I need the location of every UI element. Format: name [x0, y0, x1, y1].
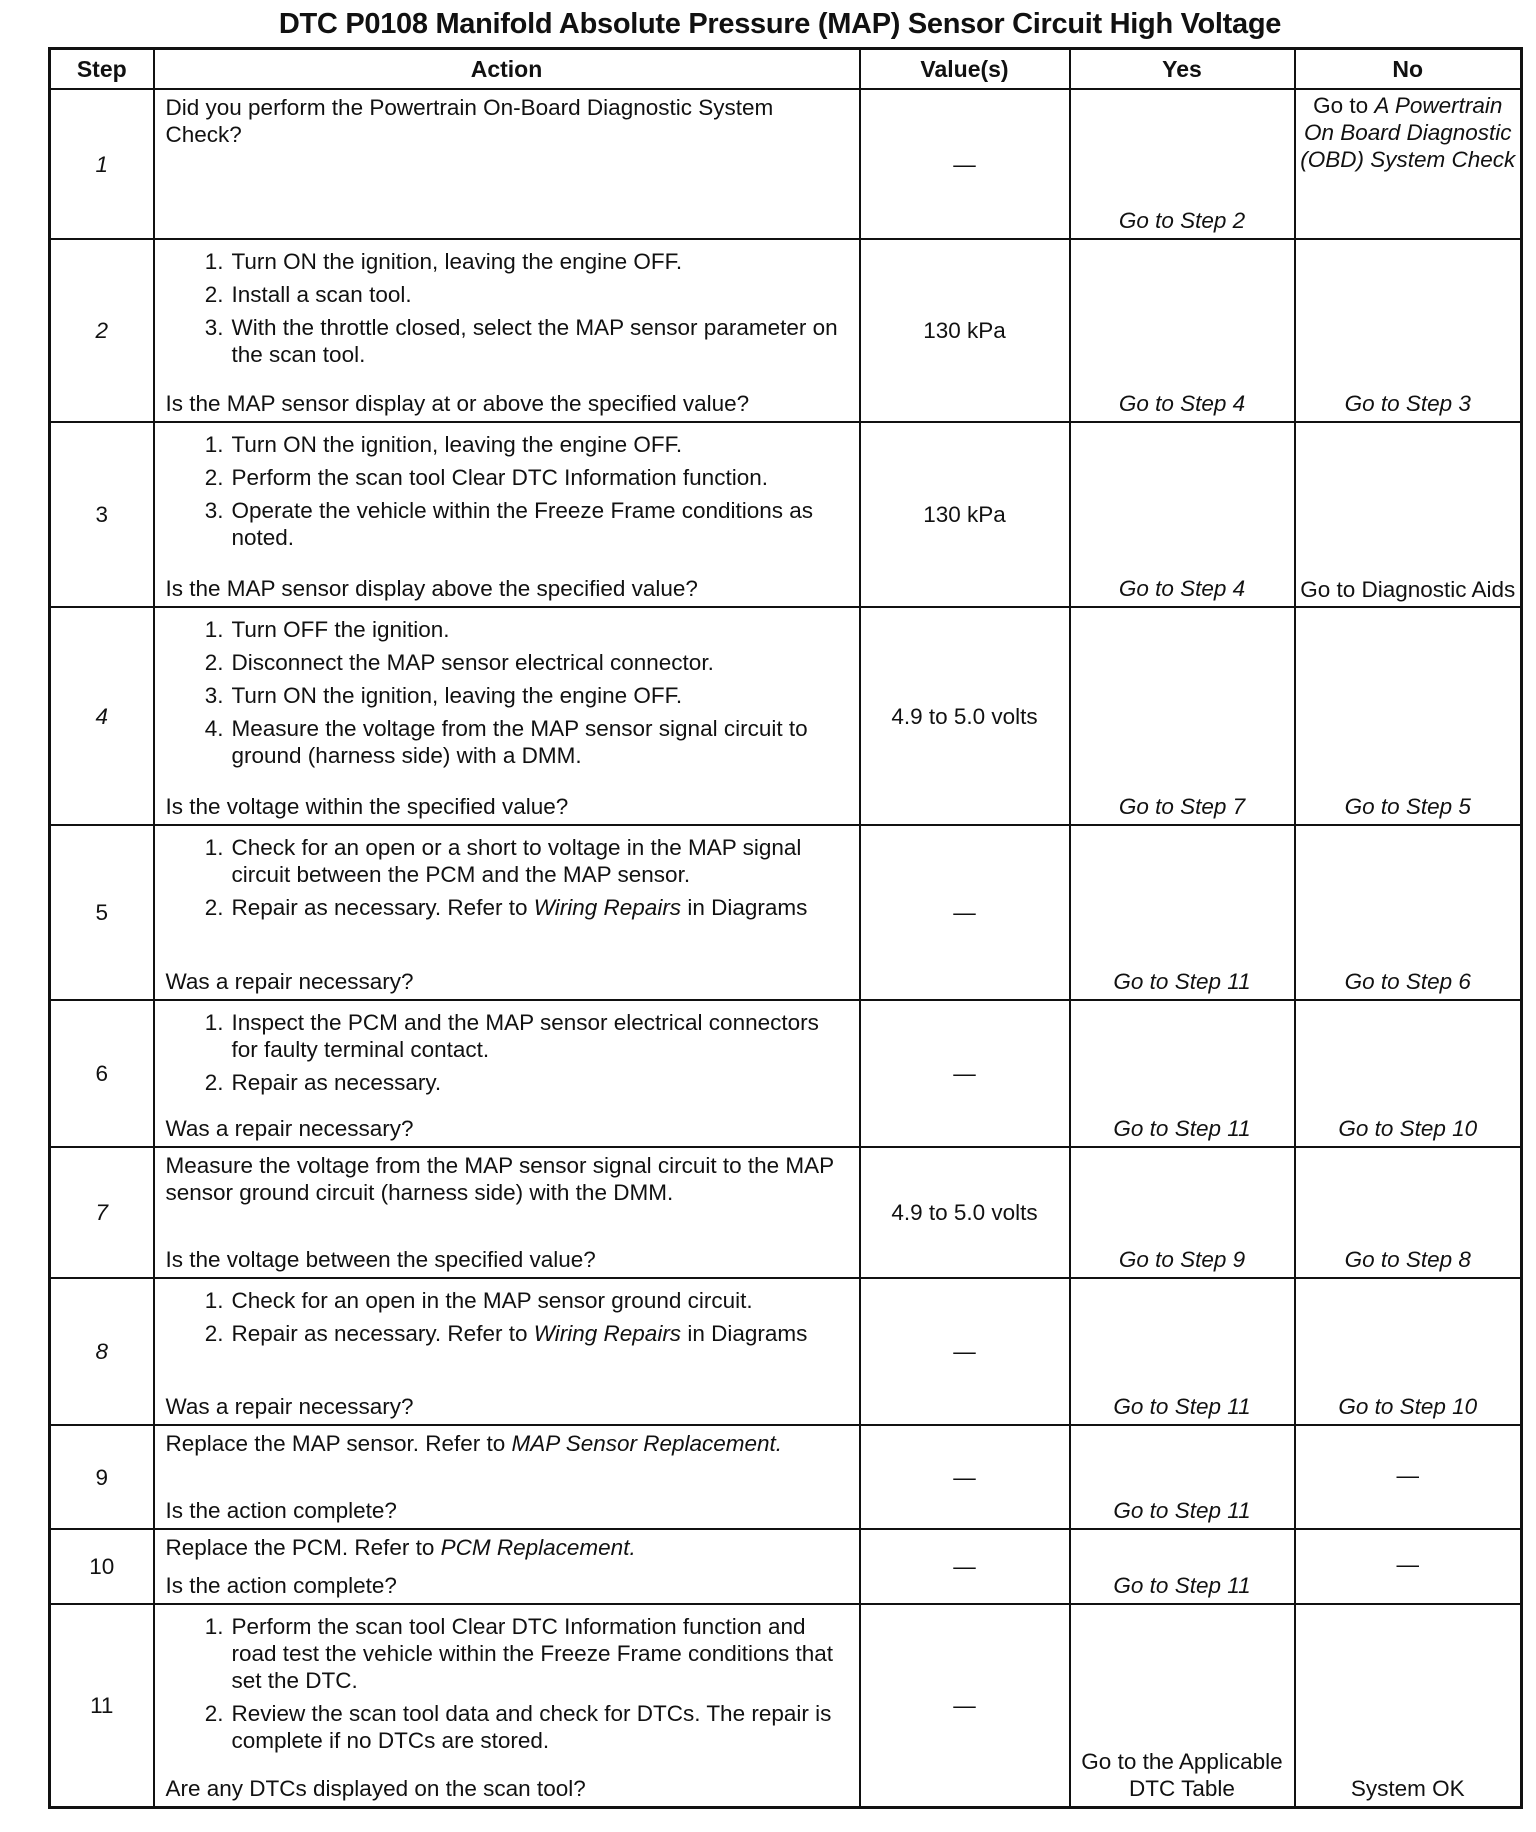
text-segment: — — [1396, 1462, 1419, 1488]
text-segment: Go to Step 10 — [1338, 1394, 1478, 1419]
text-segment: Wiring Repairs — [533, 1321, 682, 1346]
text-segment: Go to Step 2 — [1118, 208, 1246, 233]
step-number: 10 — [50, 1529, 154, 1604]
text-segment: Wiring Repairs — [533, 895, 682, 920]
action-list-item — [166, 1613, 849, 1694]
text-segment: Replace the PCM. Refer to — [165, 1535, 441, 1560]
text-segment: Operate the vehicle within the Freeze Frame conditions as noted. — [231, 498, 814, 550]
text-segment: Go to Step 4 — [1118, 576, 1246, 601]
action-question: Are any DTCs displayed on the scan tool? — [165, 1776, 586, 1801]
list-number: 3. — [204, 315, 224, 340]
yes-cell — [1070, 1529, 1295, 1604]
text-segment: in Diagrams — [681, 1321, 808, 1346]
table-row — [50, 1278, 1522, 1425]
no-cell — [1295, 1529, 1522, 1604]
table-row — [50, 607, 1522, 825]
value-cell: — — [860, 1604, 1070, 1808]
step-number: 9 — [50, 1425, 154, 1529]
action-cell — [154, 1604, 860, 1808]
list-text — [232, 431, 683, 458]
value-cell: 130 kPa — [860, 239, 1070, 422]
text-segment: Go to Step 11 — [1113, 1394, 1251, 1419]
list-text — [232, 1009, 849, 1063]
no-cell — [1295, 89, 1522, 239]
list-number: 2. — [204, 1321, 224, 1346]
step-number: 1 — [50, 89, 154, 239]
step-number: 8 — [50, 1278, 154, 1425]
text-segment: MAP Sensor Replacement. — [511, 1431, 783, 1456]
yes-cell — [1070, 89, 1295, 239]
list-number: 1. — [204, 835, 224, 860]
action-question: Is the action complete? — [165, 1498, 397, 1523]
value-cell: 4.9 to 5.0 volts — [860, 607, 1070, 825]
table-row — [50, 89, 1522, 239]
action-list-item — [166, 649, 849, 676]
list-text — [232, 1320, 808, 1347]
action-content — [166, 244, 849, 421]
table-row — [50, 422, 1522, 607]
yes-cell — [1070, 607, 1295, 825]
action-content — [166, 1534, 849, 1603]
no-cell — [1295, 825, 1522, 1000]
header-yes: Yes — [1070, 49, 1295, 90]
text-segment: in Diagrams — [681, 895, 808, 920]
step-number: 11 — [50, 1604, 154, 1808]
yes-cell — [1070, 1604, 1295, 1808]
action-question: Is the voltage between the specified value? — [165, 1247, 596, 1272]
table-row — [50, 1604, 1522, 1808]
action-list-item — [166, 1320, 849, 1347]
yes-cell — [1070, 239, 1295, 422]
text-segment: Go to Step 6 — [1344, 969, 1471, 994]
list-text — [232, 248, 683, 275]
diagnostic-table — [48, 47, 1523, 1809]
action-cell — [154, 1000, 860, 1147]
text-segment: Turn OFF the ignition. — [231, 617, 450, 642]
action-list-item — [166, 1009, 849, 1063]
action-cell — [154, 1529, 860, 1604]
page-title: DTC P0108 Manifold Absolute Pressure (MAP) Sensor Circuit High Voltage — [278, 8, 1282, 40]
action-content — [166, 1283, 849, 1424]
action-question: Is the MAP sensor display at or above the specified value? — [165, 391, 750, 416]
action-list-item — [166, 497, 849, 551]
text-segment: Inspect the PCM and the MAP sensor electrical connectors for faulty terminal contact. — [231, 1010, 819, 1062]
action-list-item — [166, 1287, 849, 1314]
action-question: Was a repair necessary? — [165, 969, 414, 994]
action-list-item — [166, 894, 849, 921]
action-list-item — [166, 715, 849, 769]
list-text — [232, 1069, 442, 1096]
list-text — [232, 464, 768, 491]
action-content — [166, 94, 849, 238]
list-text — [232, 1700, 849, 1754]
header-step: Step — [50, 49, 154, 90]
text-segment: Disconnect the MAP sensor electrical connector. — [231, 650, 714, 675]
table-row — [50, 239, 1522, 422]
action-content — [166, 612, 849, 824]
text-segment: Perform the scan tool Clear DTC Information function and road test the vehicle within the Freeze Frame conditions that set the DTC. — [231, 1614, 834, 1693]
list-number: 2. — [204, 895, 224, 920]
table-row — [50, 1000, 1522, 1147]
list-text — [232, 616, 450, 643]
text-segment: Go to Step 11 — [1113, 1573, 1251, 1598]
list-number: 2. — [204, 1701, 224, 1726]
yes-cell — [1070, 1000, 1295, 1147]
text-segment: Go to Step 11 — [1113, 969, 1251, 994]
text-segment: Perform the scan tool Clear DTC Information function. — [231, 465, 768, 490]
yes-cell — [1070, 825, 1295, 1000]
list-number: 2. — [204, 650, 224, 675]
action-list-item — [166, 682, 849, 709]
step-number: 7 — [50, 1147, 154, 1278]
step-number: 6 — [50, 1000, 154, 1147]
no-cell — [1295, 1278, 1522, 1425]
value-cell: — — [860, 1425, 1070, 1529]
no-cell — [1295, 239, 1522, 422]
action-text — [166, 1430, 849, 1457]
list-text — [232, 281, 412, 308]
no-cell — [1295, 607, 1522, 825]
list-number: 1. — [204, 249, 224, 274]
text-segment: System OK — [1350, 1776, 1465, 1801]
text-segment: PCM Replacement. — [440, 1535, 636, 1560]
list-text — [232, 1613, 849, 1694]
list-number: 3. — [204, 683, 224, 708]
action-cell — [154, 422, 860, 607]
step-number: 5 — [50, 825, 154, 1000]
action-list-item — [166, 834, 849, 888]
yes-cell — [1070, 422, 1295, 607]
action-text — [166, 94, 849, 148]
action-list-item — [166, 314, 849, 368]
text-segment: Turn ON the ignition, leaving the engine OFF. — [231, 432, 683, 457]
table-row — [50, 1147, 1522, 1278]
header-action: Action — [154, 49, 860, 90]
text-segment: Turn ON the ignition, leaving the engine OFF. — [231, 683, 683, 708]
value-cell: — — [860, 1000, 1070, 1147]
action-cell — [154, 1147, 860, 1278]
list-text — [232, 715, 849, 769]
header-row — [50, 49, 1522, 90]
text-segment: Go to Step 11 — [1113, 1498, 1251, 1523]
text-segment: Turn ON the ignition, leaving the engine OFF. — [231, 249, 683, 274]
list-text — [232, 834, 849, 888]
action-question: Was a repair necessary? — [165, 1116, 414, 1141]
text-segment: Review the scan tool data and check for DTCs. The repair is complete if no DTCs are stored. — [231, 1701, 832, 1753]
action-list-item — [166, 1700, 849, 1754]
text-segment: Go to Step 8 — [1344, 1247, 1471, 1272]
step-number: 3 — [50, 422, 154, 607]
no-cell — [1295, 1425, 1522, 1529]
list-number: 3. — [204, 498, 224, 523]
action-content — [166, 427, 849, 606]
action-question: Is the MAP sensor display above the specified value? — [165, 576, 698, 601]
action-list-item — [166, 248, 849, 275]
table-row — [50, 825, 1522, 1000]
no-cell — [1295, 1604, 1522, 1808]
list-text — [232, 1287, 753, 1314]
text-segment: Go to Step 9 — [1118, 1247, 1246, 1272]
list-number: 4. — [204, 716, 224, 741]
step-number: 4 — [50, 607, 154, 825]
text-segment: Go to Step 7 — [1118, 794, 1246, 819]
list-number: 1. — [204, 432, 224, 457]
text-segment: Install a scan tool. — [231, 282, 412, 307]
list-text — [232, 682, 683, 709]
action-list-item — [166, 281, 849, 308]
text-segment: Go to Step 5 — [1344, 794, 1471, 819]
list-text — [232, 314, 849, 368]
value-cell: 4.9 to 5.0 volts — [860, 1147, 1070, 1278]
text-segment: Repair as necessary. Refer to — [231, 1321, 534, 1346]
text-segment: Go to the Applicable DTC Table — [1081, 1749, 1283, 1801]
action-cell — [154, 1425, 860, 1529]
action-content — [166, 1005, 849, 1146]
text-segment: — — [1396, 1552, 1419, 1577]
text-segment: Check for an open or a short to voltage in the MAP signal circuit between the PCM and the MAP sensor. — [231, 835, 802, 887]
action-list-item — [166, 431, 849, 458]
step-number: 2 — [50, 239, 154, 422]
text-segment: Replace the MAP sensor. Refer to — [165, 1431, 512, 1456]
list-text — [232, 497, 849, 551]
text-segment: A Powertrain On Board Diagnostic (OBD) System Check — [1300, 93, 1516, 172]
list-text — [232, 649, 714, 676]
value-cell: — — [860, 89, 1070, 239]
action-content — [166, 830, 849, 999]
text-segment: Repair as necessary. — [231, 1070, 442, 1095]
list-number: 1. — [204, 1614, 224, 1639]
yes-cell — [1070, 1147, 1295, 1278]
value-cell: — — [860, 825, 1070, 1000]
text-segment: Check for an open in the MAP sensor ground circuit. — [231, 1288, 753, 1313]
action-cell — [154, 239, 860, 422]
value-cell: — — [860, 1529, 1070, 1604]
no-cell — [1295, 422, 1522, 607]
action-content — [166, 1430, 849, 1528]
list-number: 2. — [204, 282, 224, 307]
text-segment: Go to — [1313, 93, 1375, 118]
yes-cell — [1070, 1278, 1295, 1425]
list-text — [232, 894, 808, 921]
action-content — [166, 1152, 849, 1277]
action-list-item — [166, 464, 849, 491]
action-text — [166, 1152, 849, 1206]
action-cell — [154, 1278, 860, 1425]
text-segment: Go to Step 4 — [1118, 391, 1246, 416]
text-segment: Go to Step 3 — [1344, 391, 1471, 416]
list-number: 1. — [204, 1010, 224, 1035]
text-segment: Go to Step 11 — [1113, 1116, 1251, 1141]
list-number: 1. — [204, 617, 224, 642]
header-values: Value(s) — [860, 49, 1070, 90]
text-segment: Measure the voltage from the MAP sensor signal circuit to ground (harness side) with a DMM. — [231, 716, 808, 768]
table-row — [50, 1529, 1522, 1604]
list-number: 2. — [204, 1070, 224, 1095]
list-number: 2. — [204, 465, 224, 490]
text-segment: Go to Step 10 — [1338, 1116, 1478, 1141]
no-cell — [1295, 1000, 1522, 1147]
value-cell: 130 kPa — [860, 422, 1070, 607]
action-question: Is the voltage within the specified value? — [165, 794, 569, 819]
action-list-item — [166, 1069, 849, 1096]
action-question: Is the action complete? — [165, 1573, 397, 1598]
no-cell — [1295, 1147, 1522, 1278]
header-no: No — [1295, 49, 1522, 90]
text-segment: Repair as necessary. Refer to — [231, 895, 534, 920]
action-cell — [154, 607, 860, 825]
table-row — [50, 1425, 1522, 1529]
text-segment: Did you perform the Powertrain On-Board Diagnostic System Check? — [165, 95, 774, 147]
action-cell — [154, 825, 860, 1000]
yes-cell — [1070, 1425, 1295, 1529]
action-content — [166, 1609, 849, 1806]
text-segment: Measure the voltage from the MAP sensor signal circuit to the MAP sensor ground circuit (harness side) with the DMM. — [165, 1153, 834, 1205]
action-list-item — [166, 616, 849, 643]
text-segment: Go to Diagnostic Aids — [1300, 577, 1516, 602]
action-cell — [154, 89, 860, 239]
text-segment: With the throttle closed, select the MAP sensor parameter on the scan tool. — [231, 315, 838, 367]
action-text — [166, 1534, 849, 1561]
value-cell: — — [860, 1278, 1070, 1425]
list-number: 1. — [204, 1288, 224, 1313]
action-question: Was a repair necessary? — [165, 1394, 414, 1419]
